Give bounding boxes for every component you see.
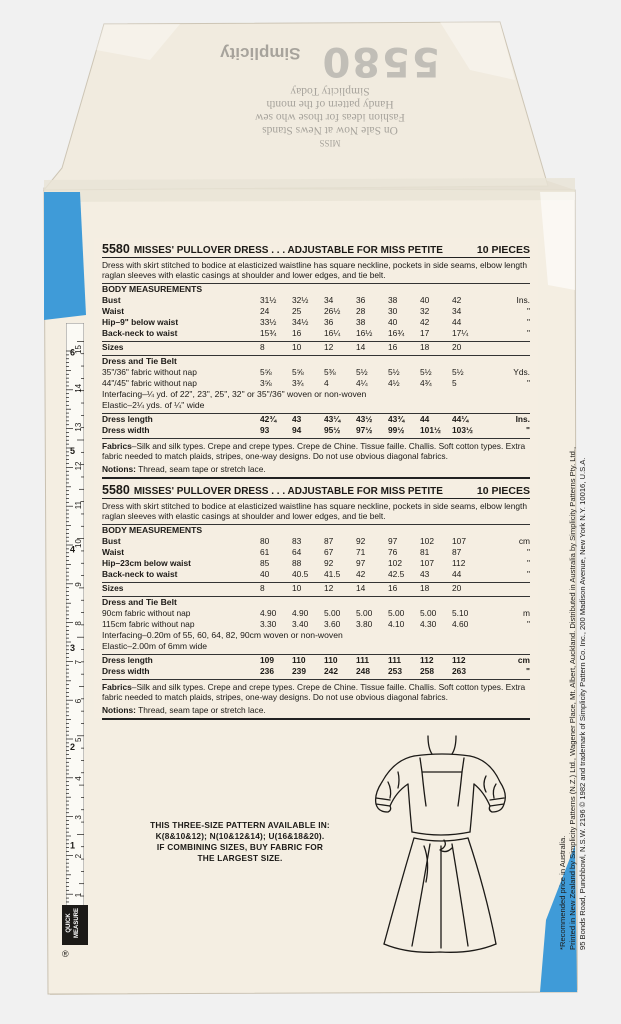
size-availability-note: THIS THREE-SIZE PATTERN AVAILABLE IN: K(8&10&12); N(10&12&14); U(16&18&20). IF COMBINING SIZES, BUY FABRIC FOR THE LARGEST SIZE. [150, 820, 330, 863]
pattern-number: 5580 [102, 483, 130, 497]
cell-value: 41.5 [324, 568, 341, 579]
cell-value: 248 [356, 665, 370, 676]
cell-value: 4.30 [420, 618, 437, 629]
ruler-inch-label: 3 [70, 643, 76, 654]
cell-value: 20 [452, 341, 462, 352]
unit: " [527, 546, 530, 557]
table-row [102, 569, 530, 580]
sizes-table [102, 583, 530, 594]
cell-value: 5½ [356, 366, 368, 377]
cell-value: 5½ [420, 366, 432, 377]
cell-value: 14 [356, 341, 366, 352]
cell-value: 32½ [292, 294, 309, 305]
cell-value: 85 [260, 557, 270, 568]
cell-value: 24 [260, 305, 270, 316]
cell-value: 31½ [260, 294, 277, 305]
cell-value: 18 [420, 341, 430, 352]
table-row [102, 328, 530, 339]
cell-value: 5.00 [324, 607, 341, 618]
ruler-cm-label: 1 [74, 892, 83, 898]
flap-brand: Simplicity [220, 44, 301, 63]
notions-note: Notions: Thread, seam tape or stretch lace. [102, 463, 266, 474]
measurements-section-metric [102, 485, 530, 720]
cell-value: 5.00 [356, 607, 373, 618]
cell-value: 26½ [324, 305, 341, 316]
cell-value: 93 [260, 424, 270, 435]
ruler-brand: QUICK MEASURE [62, 905, 88, 945]
table-row [102, 547, 530, 558]
quick-measure-ruler [66, 323, 84, 943]
unit [484, 583, 530, 594]
ruler-cm-label: 3 [74, 815, 83, 820]
cell-value: 44¼ [452, 413, 469, 424]
publisher-imprint: *Recommended price in Australia. Printed in New Zealand by Simplicity Patterns (N.Z.) Ltd., Wagener Place, Mt. Albert, Auckland. Distributed in Australia by Simplicity Patterns Pty. Ltd., 95 Bonds Road, Punchbowl, N.S.W. 2196 © 1982 and trademark of Simplicity Pattern Co. Inc., 200 Madison Avenue, New York N.Y. 10016, U.S.A. [558, 446, 587, 950]
cell-value: 4¾ [420, 377, 432, 388]
cell-value: 42.5 [388, 568, 405, 579]
cell-value: 3¾ [292, 377, 304, 388]
unit: " [527, 568, 530, 579]
cell-value: 76 [388, 546, 398, 557]
row-label: Waist [102, 546, 125, 557]
cell-value: 17 [420, 327, 430, 338]
unit: Ins. [515, 413, 530, 424]
pieces-count: 10 PIECES [476, 485, 530, 497]
table-row [102, 378, 530, 389]
cell-value: 112 [420, 654, 434, 665]
cell-value: 17¼ [452, 327, 469, 338]
unit: " [527, 316, 530, 327]
ruler-cm-label: 13 [74, 422, 83, 432]
cell-value: 40 [388, 316, 398, 327]
cell-value: 4.90 [292, 607, 309, 618]
cell-value: 34 [324, 294, 334, 305]
row-label: Bust [102, 294, 121, 305]
row-label: Sizes [102, 582, 124, 593]
cell-value: 5⅝ [260, 366, 272, 377]
table-row [102, 666, 530, 677]
cell-value: 42 [420, 316, 430, 327]
cell-value: 16 [292, 327, 302, 338]
cell-value: 4½ [388, 377, 400, 388]
ruler-cm-label: 10 [74, 539, 83, 548]
cell-value: 5⅜ [324, 366, 336, 377]
cell-value: 42¾ [260, 413, 277, 424]
ruler-inch-label: 6 [70, 347, 76, 358]
flap-size: MISS [319, 138, 341, 148]
elastic-note: Elastic–2¼ yds. of ¼" wide [102, 399, 205, 410]
cell-value: 102 [388, 557, 402, 568]
cell-value: 18 [420, 582, 430, 593]
ruler-cm-label: 14 [74, 383, 83, 393]
fabrics-note: Fabrics–Silk and silk types. Crepe and crepe types. Crepe de Chine. Tissue faille. Challis. Soft cotton types. Extra fabric needed to match plaids, stripes, one-way designs. Do not use obvious diagonal fabrics. [102, 681, 526, 703]
unit: m [523, 607, 530, 618]
unit: " [527, 618, 530, 629]
cell-value: 92 [324, 557, 334, 568]
cell-value: 110 [292, 654, 306, 665]
cell-value: 5½ [388, 366, 400, 377]
table-row [102, 306, 530, 317]
table-row [102, 425, 530, 436]
cell-value: 8 [260, 341, 265, 352]
cell-value: 10 [292, 341, 302, 352]
cell-value: 111 [356, 654, 370, 665]
cell-value: 40 [260, 568, 270, 579]
row-label: Sizes [102, 341, 124, 352]
cell-value: 20 [452, 582, 462, 593]
cell-value: 3.80 [356, 618, 373, 629]
notions-note: Notions: Thread, seam tape or stretch lace. [102, 704, 266, 715]
cell-value: 3.30 [260, 618, 277, 629]
cell-value: 95½ [324, 424, 341, 435]
cell-value: 5½ [452, 366, 464, 377]
measurements-section-imperial [102, 244, 530, 479]
cell-value: 28 [356, 305, 366, 316]
cell-value: 112 [452, 654, 466, 665]
cell-value: 16¾ [388, 327, 405, 338]
cell-value: 36 [356, 294, 366, 305]
sizes-table [102, 342, 530, 353]
cell-value: 5.00 [420, 607, 437, 618]
ruler-inch-label: 2 [70, 741, 76, 752]
table-row [102, 655, 530, 666]
ruler-cm-label: 6 [74, 698, 83, 704]
cell-value: 25 [292, 305, 302, 316]
cell-value: 10 [292, 582, 302, 593]
cell-value: 101½ [420, 424, 441, 435]
unit [484, 342, 530, 353]
unit: " [527, 305, 530, 316]
cell-value: 16¼ [324, 327, 341, 338]
row-label: Back-neck to waist [102, 327, 178, 338]
ruler-cm-label: 2 [74, 853, 83, 859]
cell-value: 12 [324, 341, 334, 352]
unit: " [526, 424, 530, 435]
cell-value: 64 [292, 546, 302, 557]
row-label: Hip–23cm below waist [102, 557, 191, 568]
body-measurements-title: BODY MEASUREMENTS [102, 283, 203, 294]
table-row [102, 295, 530, 306]
cell-value: 42 [356, 568, 366, 579]
cell-value: 32 [420, 305, 430, 316]
unit: " [526, 665, 530, 676]
cell-value: 81 [420, 546, 430, 557]
cell-value: 107 [420, 557, 434, 568]
cell-value: 16½ [356, 327, 373, 338]
ruler-inch-label: 4 [70, 544, 76, 555]
fabric-title: Dress and Tie Belt [102, 596, 177, 607]
cell-value: 43¼ [324, 413, 341, 424]
pattern-description: Dress with skirt stitched to bodice at elasticized waistline has square neckline, pockets in side seams, elbow length raglan sleeves with elastic casings at shoulder and lower edges, and tie belt. [102, 260, 528, 281]
interfacing-note: Interfacing–¼ yd. of 22", 23", 25", 32" or 35"/36" woven or non-woven [102, 388, 367, 399]
ruler-cm-label: 4 [74, 776, 83, 781]
cell-value: 4 [324, 377, 329, 388]
row-label: 44"/45" fabric without nap [102, 377, 197, 388]
cell-value: 102 [420, 535, 434, 546]
ruler-cm-label: 8 [74, 621, 83, 626]
body-measurements-table [102, 536, 530, 580]
elastic-note: Elastic–2.00m of 6mm wide [102, 640, 208, 651]
ruler-cm-label: 12 [74, 461, 83, 471]
unit: " [527, 327, 530, 338]
unit: Ins. [516, 294, 530, 305]
cell-value: 34½ [292, 316, 309, 327]
pattern-title: MISSES' PULLOVER DRESS . . . ADJUSTABLE FOR MISS PETITE [133, 245, 443, 256]
row-label: Dress length [102, 413, 153, 424]
cell-value: 263 [452, 665, 466, 676]
cell-value: 16 [388, 341, 398, 352]
cell-value: 36 [324, 316, 334, 327]
flap-pattern-number: 5580 [320, 38, 440, 84]
table-row [102, 317, 530, 328]
cell-value: 3.60 [324, 618, 341, 629]
cell-value: 8 [260, 582, 265, 593]
cell-value: 44 [420, 413, 430, 424]
table-row [102, 414, 530, 425]
section-header [102, 244, 530, 258]
interfacing-note: Interfacing–0.20m of 55, 60, 64, 82, 90cm woven or non-woven [102, 629, 343, 640]
table-row [102, 558, 530, 569]
cell-value: 5.10 [452, 607, 469, 618]
cell-value: 258 [420, 665, 434, 676]
garment-measurements-table [102, 655, 530, 677]
cell-value: 67 [324, 546, 334, 557]
cell-value: 30 [388, 305, 398, 316]
cell-value: 5 [452, 377, 457, 388]
cell-value: 112 [452, 557, 466, 568]
cell-value: 4.90 [260, 607, 277, 618]
ruler-inch-label: 5 [70, 446, 76, 456]
flap-print [180, 38, 480, 149]
cell-value: 5.00 [388, 607, 405, 618]
cell-value: 16 [388, 582, 398, 593]
ruler-cm-label: 5 [74, 737, 83, 742]
cell-value: 38 [356, 316, 366, 327]
unit: " [527, 377, 530, 388]
cell-value: 44 [452, 568, 462, 579]
section-header [102, 485, 530, 499]
fabrics-note: Fabrics–Silk and silk types. Crepe and crepe types. Crepe de Chine. Tissue faille. Challis. Soft cotton types. Extra fabric needed to match plaids, stripes, one-way designs. Do not use obvious diagonal fabrics. [102, 440, 526, 462]
cell-value: 43 [420, 568, 430, 579]
row-label: Bust [102, 535, 121, 546]
cell-value: 5⅝ [292, 366, 304, 377]
ruler-inch-label: 1 [70, 840, 76, 851]
ruler-cm-label: 15 [74, 345, 83, 354]
cell-value: 99½ [388, 424, 405, 435]
row-label: 90cm fabric without nap [102, 607, 191, 618]
cell-value: 87 [452, 546, 462, 557]
cell-value: 3⅝ [260, 377, 272, 388]
cell-value: 92 [356, 535, 366, 546]
cell-value: 4.60 [452, 618, 469, 629]
blue-tape-top-left [44, 192, 86, 320]
cell-value: 12 [324, 582, 334, 593]
cell-value: 236 [260, 665, 274, 676]
cell-value: 4.10 [388, 618, 405, 629]
cell-value: 3.40 [292, 618, 309, 629]
garment-measurements-table [102, 414, 530, 436]
cell-value: 4¼ [356, 377, 368, 388]
table-row [102, 608, 530, 619]
cell-value: 43 [292, 413, 302, 424]
pattern-number: 5580 [102, 242, 130, 256]
cell-value: 44 [452, 316, 462, 327]
cell-value: 87 [324, 535, 334, 546]
cell-value: 239 [292, 665, 306, 676]
unit: cm [518, 535, 530, 546]
cell-value: 33½ [260, 316, 277, 327]
table-row [102, 342, 530, 353]
flap-line: On Sale Now at News Stands [262, 124, 398, 136]
ruler-cm-label: 7 [74, 659, 83, 665]
row-label: Back-neck to waist [102, 568, 178, 579]
unit: Yds. [513, 366, 530, 377]
cell-value: 61 [260, 546, 270, 557]
unit: " [527, 557, 530, 568]
dress-illustration [368, 732, 512, 958]
cell-value: 94 [292, 424, 302, 435]
row-label: Dress width [102, 424, 150, 435]
ruler-cm-label: 9 [74, 582, 83, 587]
cell-value: 110 [324, 654, 338, 665]
cell-value: 40.5 [292, 568, 309, 579]
cell-value: 80 [260, 535, 270, 546]
cell-value: 253 [388, 665, 402, 676]
unit: cm [517, 654, 530, 665]
flap-line: Fashion ideas for those who sew [255, 111, 405, 123]
cell-value: 42 [452, 294, 462, 305]
pieces-count: 10 PIECES [476, 244, 530, 256]
cell-value: 43¾ [388, 413, 405, 424]
body-measurements-title: BODY MEASUREMENTS [102, 524, 203, 535]
table-row [102, 536, 530, 547]
cell-value: 242 [324, 665, 338, 676]
flap-line: Simplicity Today [290, 85, 370, 97]
cell-value: 109 [260, 654, 274, 665]
cell-value: 88 [292, 557, 302, 568]
cell-value: 107 [452, 535, 466, 546]
cell-value: 97 [356, 557, 366, 568]
table-row [102, 619, 530, 630]
cell-value: 14 [356, 582, 366, 593]
fabric-table [102, 367, 530, 389]
cell-value: 83 [292, 535, 302, 546]
row-label: 115cm fabric without nap [102, 618, 195, 629]
row-label: Dress length [102, 654, 153, 665]
pattern-title: MISSES' PULLOVER DRESS . . . ADJUSTABLE FOR MISS PETITE [133, 486, 443, 497]
cell-value: 43½ [356, 413, 373, 424]
row-label: Waist [102, 305, 125, 316]
pattern-description: Dress with skirt stitched to bodice at elasticized waistline has square neckline, pockets in side seams, elbow length raglan sleeves with elastic casings at shoulder and lower edges, and tie belt. [102, 501, 528, 522]
table-row [102, 583, 530, 594]
cell-value: 97½ [356, 424, 373, 435]
row-label: Hip–9" below waist [102, 316, 179, 327]
cell-value: 71 [356, 546, 366, 557]
registered-mark: ® [62, 949, 69, 959]
cell-value: 97 [388, 535, 398, 546]
row-label: 35"/36" fabric without nap [102, 366, 197, 377]
cell-value: 40 [420, 294, 430, 305]
fabric-title: Dress and Tie Belt [102, 355, 177, 366]
cell-value: 15¾ [260, 327, 277, 338]
cell-value: 34 [452, 305, 462, 316]
table-row [102, 367, 530, 378]
cell-value: 103½ [452, 424, 473, 435]
cell-value: 38 [388, 294, 398, 305]
ruler-cm-label: 11 [74, 500, 83, 510]
cell-value: 111 [388, 654, 402, 665]
body-measurements-table [102, 295, 530, 339]
flap-line: Handy pattern of the month [266, 98, 394, 110]
fabric-table [102, 608, 530, 630]
row-label: Dress width [102, 665, 150, 676]
